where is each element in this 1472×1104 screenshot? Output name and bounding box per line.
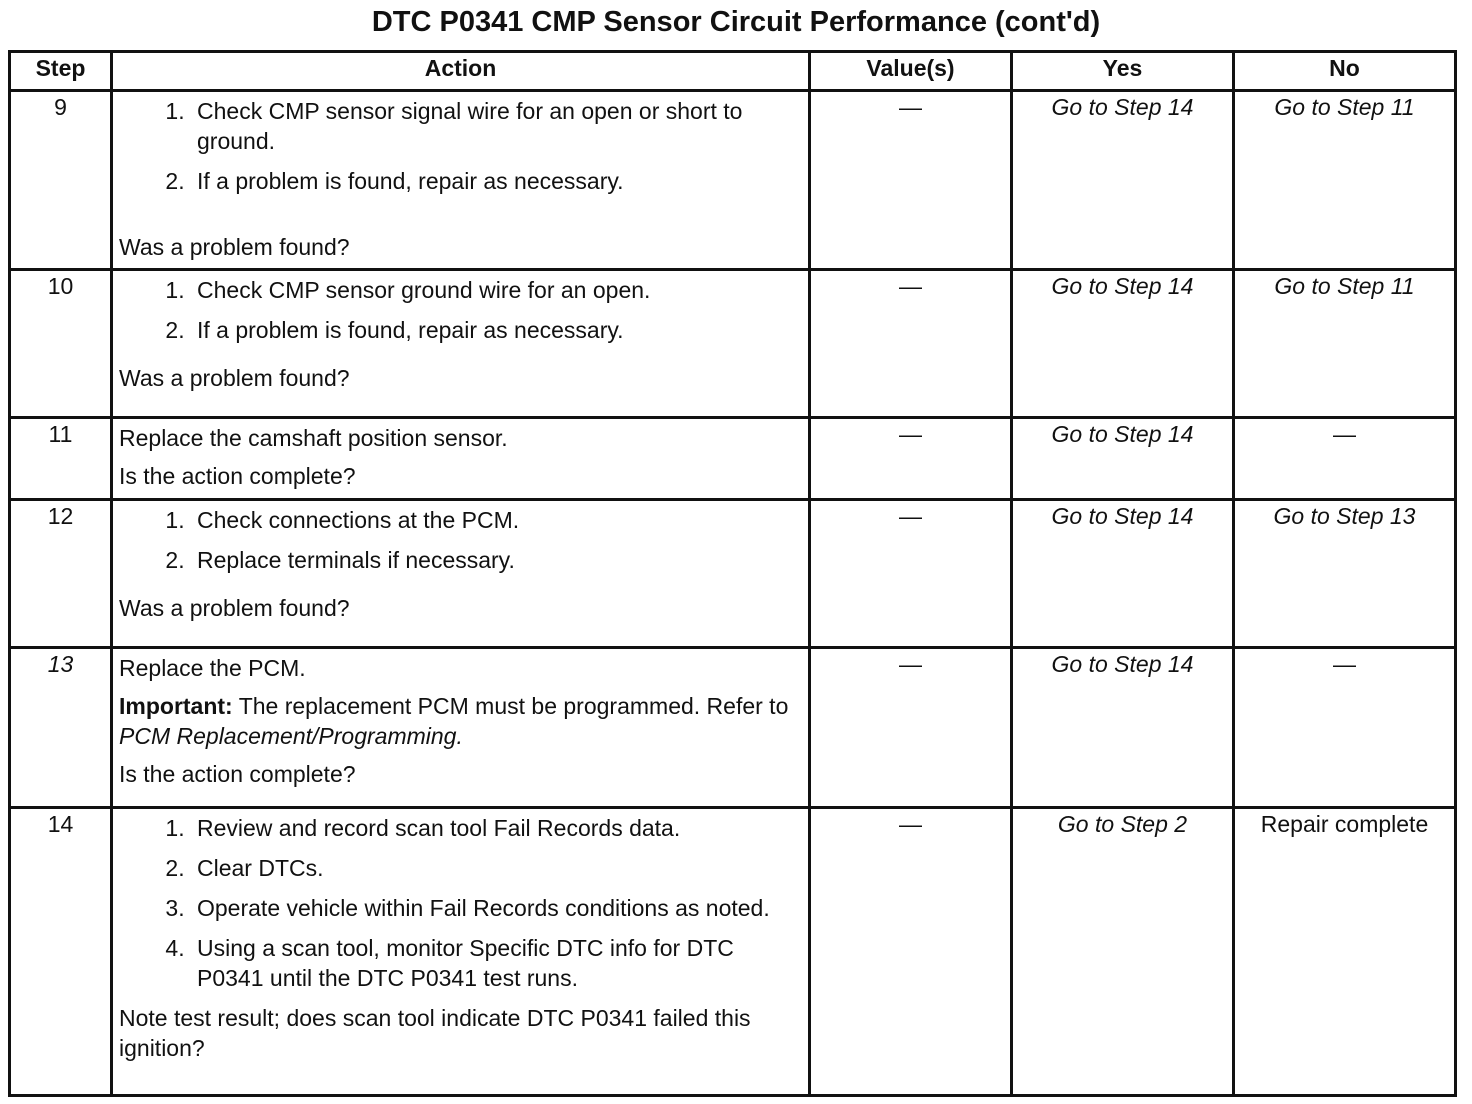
header-step: Step <box>10 52 112 91</box>
value-cell: — <box>810 648 1012 808</box>
action-item: 3. Operate vehicle within Fail Records conditions as noted. <box>191 893 802 923</box>
action-text: Replace the camshaft position sensor. <box>119 425 508 451</box>
action-cell <box>112 91 810 270</box>
action-item: 4. Using a scan tool, monitor Specific DTC info for DTC P0341 until the DTC P0341 test runs. <box>191 933 802 993</box>
no-result: Repair complete <box>1260 811 1429 837</box>
yes-goto: Go to Step 14 <box>1051 94 1194 120</box>
action-cell <box>112 808 810 1096</box>
value-cell: — <box>810 808 1012 1096</box>
yes-cell <box>1012 808 1234 1096</box>
action-item: 2. Clear DTCs. <box>191 853 802 883</box>
header-no: No <box>1234 52 1456 91</box>
table-row <box>10 270 1456 418</box>
header-action: Action <box>112 52 810 91</box>
action-item: 1. Check CMP sensor signal wire for an open or short to ground. <box>191 96 802 156</box>
important-text: The replacement PCM must be programmed. Refer to <box>238 693 789 719</box>
yes-goto: Go to Step 14 <box>1051 651 1194 677</box>
step-number: 11 <box>10 418 112 500</box>
yes-goto: Go to Step 14 <box>1051 421 1194 447</box>
header-yes: Yes <box>1012 52 1234 91</box>
action-question: Was a problem found? <box>119 234 350 260</box>
action-question: Was a problem found? <box>119 595 350 621</box>
yes-goto: Go to Step 2 <box>1057 811 1188 837</box>
no-cell <box>1234 500 1456 648</box>
table-row <box>10 500 1456 648</box>
no-cell <box>1234 270 1456 418</box>
page-title: DTC P0341 CMP Sensor Circuit Performance (cont'd) <box>371 6 1101 38</box>
action-cell <box>112 500 810 648</box>
action-cell <box>112 418 810 500</box>
action-cell <box>112 270 810 418</box>
value-cell: — <box>810 270 1012 418</box>
no-cell <box>1234 808 1456 1096</box>
step-number: 9 <box>10 91 112 270</box>
no-cell <box>1234 91 1456 270</box>
yes-cell <box>1012 500 1234 648</box>
action-question: Note test result; does scan tool indicate DTC P0341 failed this ignition? <box>119 1005 751 1061</box>
value-cell: — <box>810 500 1012 648</box>
diagnostic-table <box>8 50 1457 1097</box>
yes-goto: Go to Step 14 <box>1051 273 1194 299</box>
yes-goto: Go to Step 14 <box>1051 503 1194 529</box>
header-values: Value(s) <box>810 52 1012 91</box>
value-cell: — <box>810 91 1012 270</box>
yes-cell <box>1012 270 1234 418</box>
important-reference: PCM Replacement/Programming. <box>119 723 463 749</box>
important-note <box>119 691 802 751</box>
header-row <box>10 52 1456 91</box>
step-number: 12 <box>10 500 112 648</box>
action-item: 1. Check CMP sensor ground wire for an open. <box>191 275 802 305</box>
action-item: 2. If a problem is found, repair as necessary. <box>191 166 802 196</box>
action-question: Is the action complete? <box>119 463 356 489</box>
step-number: 14 <box>10 808 112 1096</box>
table-row <box>10 91 1456 270</box>
action-question: Is the action complete? <box>119 761 356 787</box>
step-number: 13 <box>10 648 112 808</box>
action-text: Replace the PCM. <box>119 655 306 681</box>
no-goto: Go to Step 13 <box>1273 503 1416 529</box>
table-row <box>10 648 1456 808</box>
value-cell: — <box>810 418 1012 500</box>
action-item: 2. Replace terminals if necessary. <box>191 545 802 575</box>
table-row <box>10 418 1456 500</box>
no-cell: — <box>1234 418 1456 500</box>
yes-cell <box>1012 648 1234 808</box>
table-row <box>10 808 1456 1096</box>
action-question: Was a problem found? <box>119 365 350 391</box>
yes-cell <box>1012 91 1234 270</box>
important-label: Important: <box>119 693 233 719</box>
action-item: 1. Check connections at the PCM. <box>191 505 802 535</box>
no-goto: Go to Step 11 <box>1274 273 1415 299</box>
no-goto: Go to Step 11 <box>1274 94 1415 120</box>
action-item: 2. If a problem is found, repair as necessary. <box>191 315 802 345</box>
action-item: 1. Review and record scan tool Fail Records data. <box>191 813 802 843</box>
action-cell <box>112 648 810 808</box>
step-number: 10 <box>10 270 112 418</box>
no-cell: — <box>1234 648 1456 808</box>
yes-cell <box>1012 418 1234 500</box>
